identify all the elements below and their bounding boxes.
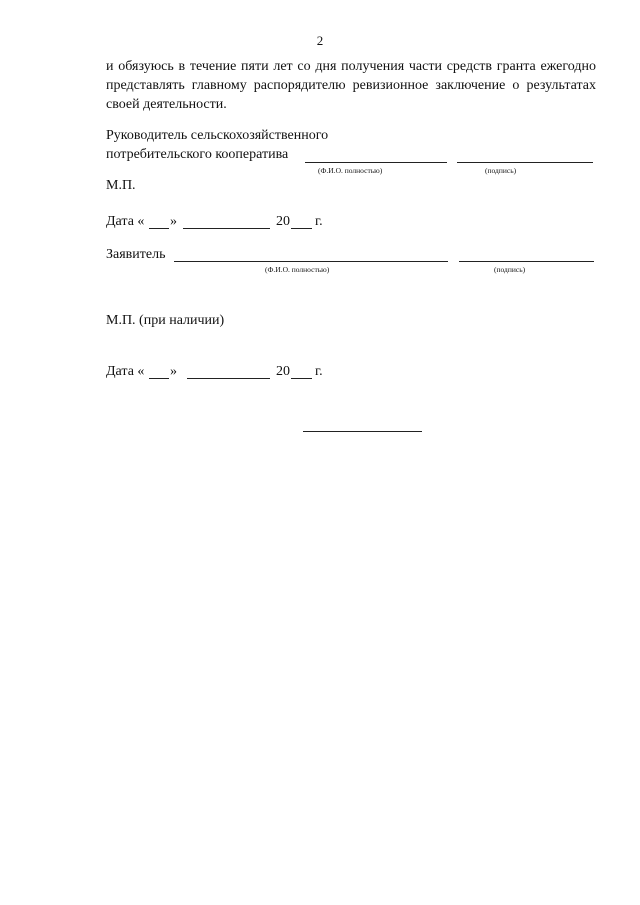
applicant-date-month-line[interactable] bbox=[187, 378, 270, 379]
applicant-date-year-line[interactable] bbox=[291, 378, 312, 379]
page-number: 2 bbox=[316, 33, 324, 48]
head-title-line-1: Руководитель сельскохозяйственного bbox=[106, 128, 329, 143]
applicant-label: Заявитель bbox=[106, 247, 166, 262]
applicant-date-year-suffix: г. bbox=[315, 364, 323, 379]
head-date-month-line[interactable] bbox=[183, 228, 270, 229]
head-date-close-quote: » bbox=[170, 214, 177, 229]
head-date-year-suffix: г. bbox=[315, 214, 323, 229]
applicant-date-close-quote: » bbox=[170, 364, 177, 379]
applicant-date-day-line[interactable] bbox=[149, 378, 169, 379]
applicant-name-line[interactable] bbox=[174, 261, 448, 262]
head-name-caption: (Ф.И.О. полностью) bbox=[318, 166, 383, 175]
head-date-year-prefix: 20 bbox=[276, 214, 290, 229]
applicant-signature-caption: (подпись) bbox=[494, 265, 526, 274]
applicant-stamp-label: М.П. (при наличии) bbox=[106, 313, 225, 328]
commitment-line-1: и обязуюсь в течение пяти лет со дня получения части средств гранта ежегодно bbox=[106, 59, 596, 74]
applicant-name-caption: (Ф.И.О. полностью) bbox=[265, 265, 330, 274]
applicant-date-year-prefix: 20 bbox=[276, 364, 290, 379]
head-signature-caption: (подпись) bbox=[485, 166, 517, 175]
end-separator-line bbox=[303, 431, 422, 432]
applicant-date-label: Дата « bbox=[106, 364, 145, 379]
head-date-day-line[interactable] bbox=[149, 228, 169, 229]
head-date-label: Дата « bbox=[106, 214, 145, 229]
head-stamp-label: М.П. bbox=[106, 178, 136, 193]
head-signature-line[interactable] bbox=[457, 162, 593, 163]
head-name-line[interactable] bbox=[305, 162, 447, 163]
head-title-line-2: потребительского кооператива bbox=[106, 147, 289, 162]
applicant-signature-line[interactable] bbox=[459, 261, 594, 262]
commitment-line-3: своей деятельности. bbox=[106, 97, 227, 112]
commitment-line-2: представлять главному распорядителю ревизионное заключение о результатах bbox=[106, 78, 596, 93]
head-date-year-line[interactable] bbox=[291, 228, 312, 229]
